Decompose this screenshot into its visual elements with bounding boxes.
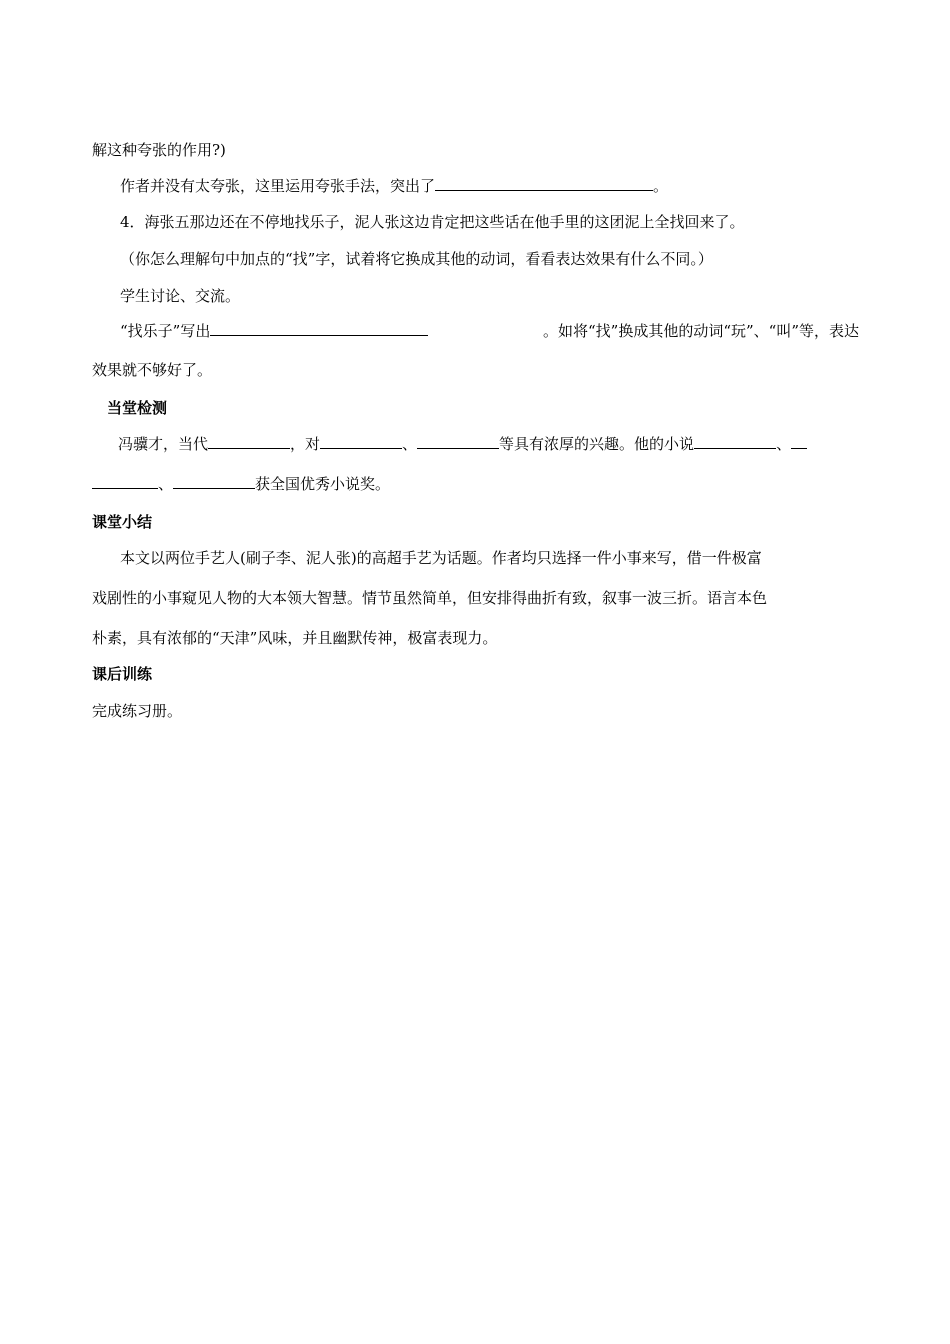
- answer-blank[interactable]: [694, 434, 776, 449]
- punctuation: 。: [653, 177, 669, 195]
- question-hint: （你怎么理解句中加点的“找”字，试着将它换成其他的动词，看看表达效果有什么不同。）: [120, 250, 713, 268]
- text-line: 效果就不够好了。: [92, 361, 213, 379]
- summary-line: 戏剧性的小事窥见人物的大本领大智慧。情节虽然简单，但安排得曲折有致，叙事一波三折。语言本色: [92, 589, 768, 607]
- answer-blank[interactable]: [320, 434, 402, 449]
- fill-in-line: [120, 321, 859, 341]
- text-line: 学生讨论、交流。: [120, 287, 241, 305]
- answer-blank[interactable]: [417, 434, 499, 449]
- prompt-text: ，对: [290, 435, 321, 453]
- prompt-text: 冯骥才，当代: [118, 435, 209, 453]
- section-title-summary: 课堂小结: [92, 513, 153, 531]
- answer-blank[interactable]: [435, 176, 653, 191]
- prompt-text: “找乐子”写出: [120, 322, 211, 340]
- prompt-text: 作者并没有太夸张，这里运用夸张手法，突出了: [120, 177, 436, 195]
- summary-line: 本文以两位手艺人(刷子李、泥人张)的高超手艺为话题。作者均只选择一件小事来写，借一件极富: [120, 549, 762, 567]
- prompt-text: 获全国优秀小说奖。: [255, 475, 391, 493]
- homework-text: 完成练习册。: [92, 702, 183, 720]
- answer-blank[interactable]: [173, 474, 255, 489]
- check-line-1: [118, 434, 807, 454]
- question-4: 4．海张五那边还在不停地找乐子，泥人张这边肯定把这些话在他手里的这团泥上全找回来了。: [120, 213, 745, 231]
- check-line-2: [92, 474, 390, 494]
- section-title-homework: 课后训练: [92, 665, 153, 683]
- prompt-text: 、: [776, 435, 792, 453]
- answer-blank[interactable]: [92, 474, 158, 489]
- prompt-text: 等具有浓厚的兴趣。他的小说: [499, 435, 695, 453]
- prompt-text: 、: [158, 475, 174, 493]
- fill-in-line: [120, 176, 668, 196]
- summary-line: 朴素，具有浓郁的“天津”风味，并且幽默传神，极富表现力。: [92, 629, 498, 647]
- answer-blank[interactable]: [210, 321, 428, 336]
- answer-blank[interactable]: [208, 434, 290, 449]
- text-line: 解这种夸张的作用?): [92, 141, 226, 159]
- section-title-check: 当堂检测: [107, 399, 168, 417]
- answer-blank[interactable]: [791, 434, 807, 449]
- prompt-text: 、: [402, 435, 418, 453]
- prompt-text: 。如将“找”换成其他的动词“玩”、“叫”等，表达: [542, 322, 859, 340]
